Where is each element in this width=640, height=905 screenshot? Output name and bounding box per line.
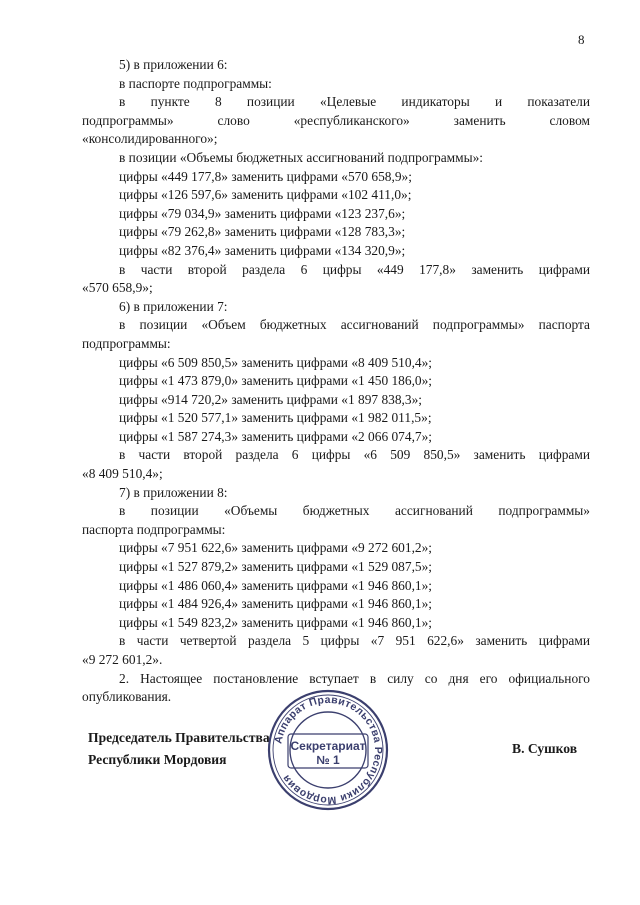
text-line: цифры «79 262,8» заменить цифрами «128 783,3»; <box>119 224 406 240</box>
text-line: «9 272 601,2». <box>82 652 163 667</box>
text-line: цифры «82 376,4» заменить цифрами «134 320,9»; <box>119 242 406 258</box>
signature-name: В. Сушков <box>512 741 578 756</box>
text-line: 5) в приложении 6: <box>119 57 228 72</box>
svg-text:Секретариат: Секретариат <box>290 739 366 753</box>
svg-text:Аппарат Правительства Республи: Аппарат Правительства Республики Мордовия <box>272 693 385 807</box>
text-line: подпрограммы» слово «республиканского» заменить словом <box>82 112 590 128</box>
text-line: «консолидированного»; <box>82 131 218 147</box>
svg-text:№ 1: № 1 <box>316 753 340 767</box>
text-line: паспорта подпрограммы: <box>82 521 226 537</box>
text-line: 2. Настоящее постановление вступает в силу со дня его официального <box>119 670 590 686</box>
text-line: в позиции «Объемы бюджетных ассигнований подпрограммы»: <box>119 149 484 165</box>
text-line: 6) в приложении 7: <box>119 298 228 314</box>
text-line: цифры «1 486 060,4» заменить цифрами «1 946 860,1»; <box>119 577 433 593</box>
text-line: в паспорте подпрограммы: <box>119 75 272 91</box>
text-line: цифры «1 587 274,3» заменить цифрами «2 066 074,7»; <box>119 428 433 444</box>
text-line: «570 658,9»; <box>82 280 153 296</box>
signature-position <box>88 727 270 771</box>
text-line: цифры «126 597,6» заменить цифрами «102 411,0»; <box>119 187 412 203</box>
text-line: цифры «6 509 850,5» заменить цифрами «8 409 510,4»; <box>119 354 433 370</box>
seal-stamp-icon <box>264 686 392 814</box>
text-line: цифры «79 034,9» заменить цифрами «123 237,6»; <box>119 205 406 221</box>
document-body <box>82 56 590 707</box>
page-number: 8 <box>578 32 585 47</box>
signature-position-line1: Председатель Правительства <box>88 730 270 745</box>
text-line: в пункте 8 позиции «Целевые индикаторы и показатели <box>119 94 590 110</box>
text-line: цифры «7 951 622,6» заменить цифрами «9 272 601,2»; <box>119 540 433 556</box>
text-line: цифры «1 473 879,0» заменить цифрами «1 450 186,0»; <box>119 373 433 389</box>
text-line: опубликования. <box>82 689 172 705</box>
text-line: «8 409 510,4»; <box>82 466 163 482</box>
text-line: в позиции «Объем бюджетных ассигнований подпрограммы» паспорта <box>119 317 590 333</box>
text-line: цифры «1 484 926,4» заменить цифрами «1 946 860,1»; <box>119 596 433 612</box>
text-line: цифры «449 177,8» заменить цифрами «570 658,9»; <box>119 168 412 184</box>
text-line: цифры «914 720,2» заменить цифрами «1 897 838,3»; <box>119 391 422 407</box>
text-line: цифры «1 520 577,1» заменить цифрами «1 982 011,5»; <box>119 410 432 426</box>
text-line: 7) в приложении 8: <box>119 484 228 500</box>
text-line: в позиции «Объемы бюджетных ассигнований подпрограммы» <box>119 503 590 519</box>
text-line: в части второй раздела 6 цифры «449 177,8» заменить цифрами <box>119 261 590 277</box>
text-line: подпрограммы: <box>82 335 171 351</box>
text-line: цифры «1 527 879,2» заменить цифрами «1 529 087,5»; <box>119 559 433 575</box>
text-line: в части второй раздела 6 цифры «6 509 850,5» заменить цифрами <box>119 447 590 463</box>
text-line: цифры «1 549 823,2» заменить цифрами «1 946 860,1»; <box>119 614 433 630</box>
text-line: в части четвертой раздела 5 цифры «7 951 622,6» заменить цифрами <box>119 633 590 649</box>
signature-position-line2: Республики Мордовия <box>88 752 227 767</box>
